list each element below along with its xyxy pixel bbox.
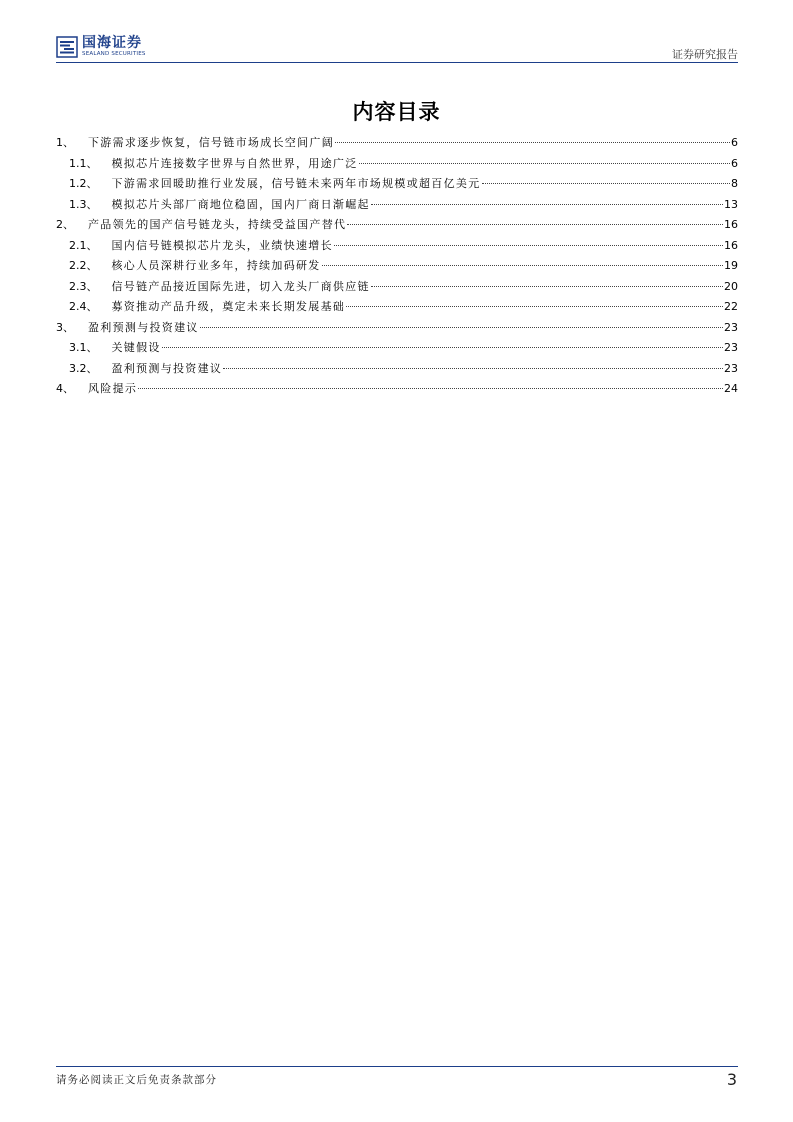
toc-entry-number: 2.3、	[69, 279, 98, 293]
toc-entry-page: 16	[724, 238, 738, 252]
toc-entry-number: 2.2、	[69, 259, 98, 272]
toc-entry-1-3[interactable]	[56, 195, 738, 216]
toc-entry-page: 19	[724, 259, 738, 272]
toc-entry-page: 6	[731, 136, 738, 149]
table-of-contents	[56, 133, 738, 400]
toc-entry-1[interactable]	[56, 133, 738, 154]
toc-entry-number: 4、	[56, 382, 74, 395]
toc-dot-leader	[223, 368, 723, 369]
toc-dot-leader	[138, 388, 723, 389]
toc-dot-leader	[162, 347, 723, 348]
toc-entry-number: 3.1、	[69, 341, 98, 354]
toc-entry-3-1[interactable]	[56, 338, 738, 359]
toc-entry-page: 23	[724, 361, 738, 375]
toc-dot-leader	[359, 163, 731, 164]
toc-heading: 内容目录	[352, 100, 441, 124]
toc-entry-title: 关键假设	[111, 341, 161, 354]
toc-entry-title: 国内信号链模拟芯片龙头，业绩快速增长	[111, 238, 333, 252]
toc-entry-4[interactable]	[56, 379, 738, 400]
toc-entry-number: 3、	[56, 320, 74, 334]
toc-dot-leader	[371, 204, 723, 205]
toc-entry-title: 募资推动产品升级，奠定未来长期发展基础	[111, 300, 346, 313]
logo-chinese-name: 国海证券	[82, 35, 142, 51]
footer-disclaimer: 请务必阅读正文后免责条款部分	[56, 1074, 217, 1086]
page-header	[56, 36, 738, 62]
toc-entry-number: 1.1、	[69, 156, 98, 170]
document-type-label: 证券研究报告	[672, 48, 738, 61]
toc-dot-leader	[322, 265, 723, 266]
toc-entry-2-1[interactable]	[56, 236, 738, 257]
toc-entry-page: 8	[731, 177, 738, 190]
toc-entry-title: 风险提示	[88, 382, 138, 395]
toc-entry-page: 6	[731, 156, 738, 170]
toc-dot-leader	[335, 142, 730, 143]
toc-entry-number: 2.4、	[69, 300, 98, 313]
toc-entry-2-4[interactable]	[56, 297, 738, 318]
toc-entry-page: 24	[724, 382, 738, 395]
page-number: 3	[726, 1070, 737, 1089]
toc-dot-leader	[371, 286, 723, 287]
toc-entry-number: 2、	[56, 218, 74, 231]
toc-entry-title: 盈利预测与投资建议	[111, 361, 223, 375]
toc-entry-number: 1.2、	[69, 177, 98, 190]
toc-entry-page: 22	[724, 300, 738, 313]
toc-entry-2-3[interactable]	[56, 277, 738, 298]
toc-entry-title: 模拟芯片头部厂商地位稳固，国内厂商日渐崛起	[111, 197, 370, 211]
toc-dot-leader	[347, 224, 723, 225]
header-divider	[56, 62, 738, 63]
toc-entry-number: 2.1、	[69, 238, 98, 252]
sealand-logo-icon	[56, 36, 78, 58]
toc-entry-title: 模拟芯片连接数字世界与自然世界，用途广泛	[111, 156, 358, 170]
toc-entry-number: 1.3、	[69, 197, 98, 211]
company-logo	[56, 36, 146, 58]
footer-divider	[56, 1066, 738, 1067]
toc-entry-title: 下游需求逐步恢复，信号链市场成长空间广阔	[88, 136, 334, 149]
toc-entry-page: 13	[724, 197, 738, 211]
toc-entry-title: 盈利预测与投资建议	[88, 320, 199, 334]
toc-entry-1-2[interactable]	[56, 174, 738, 195]
toc-entry-3[interactable]	[56, 318, 738, 339]
toc-entry-number: 3.2、	[69, 361, 98, 375]
toc-entry-2-2[interactable]	[56, 256, 738, 277]
toc-entry-title: 信号链产品接近国际先进，切入龙头厂商供应链	[111, 279, 370, 293]
toc-dot-leader	[334, 245, 723, 246]
toc-entry-page: 23	[724, 341, 738, 354]
toc-dot-leader	[346, 306, 723, 307]
toc-entry-title: 下游需求回暖助推行业发展，信号链未来两年市场规模或超百亿美元	[111, 177, 481, 190]
toc-entry-title: 核心人员深耕行业多年，持续加码研发	[111, 259, 321, 272]
toc-entry-number: 1、	[56, 136, 74, 149]
toc-entry-title: 产品领先的国产信号链龙头，持续受益国产替代	[88, 218, 347, 231]
toc-entry-page: 20	[724, 279, 738, 293]
toc-entry-1-1[interactable]	[56, 154, 738, 175]
toc-entry-3-2[interactable]	[56, 359, 738, 380]
logo-english-name: SEALAND SECURITIES	[82, 51, 146, 57]
toc-entry-2[interactable]	[56, 215, 738, 236]
toc-dot-leader	[482, 183, 731, 184]
toc-entry-page: 16	[724, 218, 738, 231]
toc-dot-leader	[200, 327, 723, 328]
toc-entry-page: 23	[724, 320, 738, 334]
